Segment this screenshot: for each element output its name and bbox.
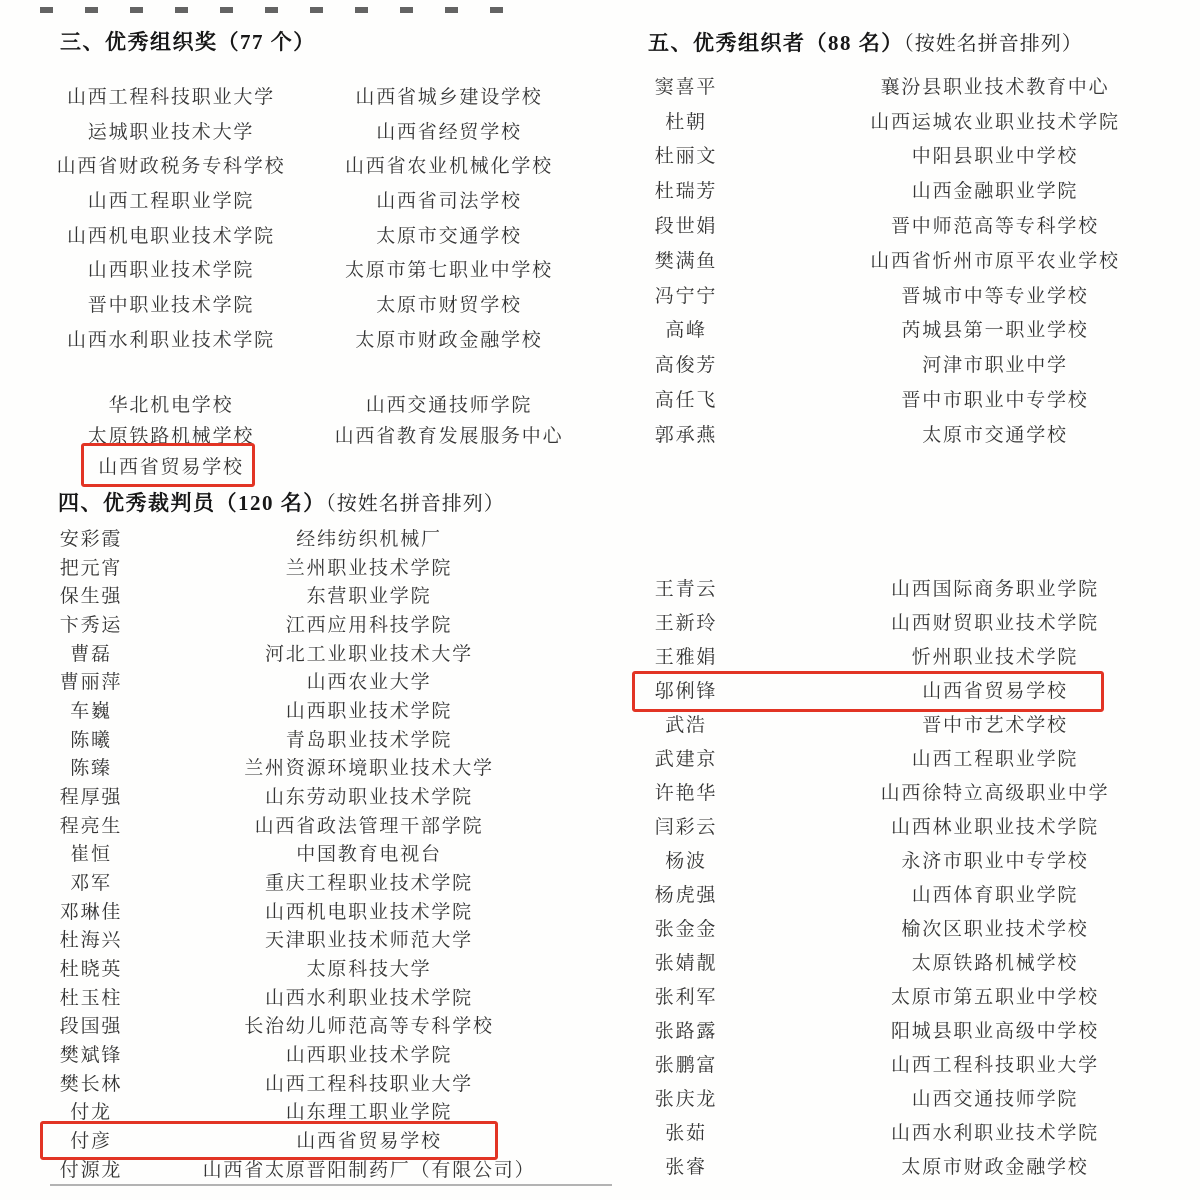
organizer-row bbox=[630, 876, 1190, 910]
org-award-row bbox=[30, 286, 586, 321]
person-name: 程亮生 bbox=[59, 815, 123, 837]
person-name: 杜瑞芳 bbox=[654, 181, 718, 203]
person-name: 杜海兴 bbox=[59, 930, 123, 952]
person-name: 杜玉柱 bbox=[59, 987, 123, 1009]
school-name: 太原市财政金融学校 bbox=[355, 329, 543, 351]
person-name: 杜朝 bbox=[665, 111, 707, 133]
referee-row bbox=[30, 724, 586, 753]
school-name: 太原市第七职业中学校 bbox=[344, 260, 553, 282]
person-name: 张庆龙 bbox=[654, 1089, 718, 1111]
organizer-row bbox=[630, 172, 1190, 207]
person-name: 陈臻 bbox=[70, 758, 112, 780]
referee-row bbox=[30, 1068, 586, 1097]
org-name: 山东劳动职业技术学院 bbox=[264, 786, 473, 808]
org-award-row bbox=[30, 113, 586, 148]
org-name: 太原市交通学校 bbox=[922, 424, 1068, 446]
org-name: 兰州资源环境职业技术大学 bbox=[244, 758, 494, 780]
org-name: 山西财贸职业技术学院 bbox=[890, 612, 1099, 634]
person-name: 张金金 bbox=[654, 918, 718, 940]
org-name: 河津市职业中学 bbox=[922, 355, 1068, 377]
org-name: 山西省贸易学校 bbox=[922, 680, 1068, 702]
person-name: 杜晓英 bbox=[59, 958, 123, 980]
org-name: 永济市职业中专学校 bbox=[901, 850, 1089, 872]
school-name: 山西工程科技职业大学 bbox=[66, 86, 275, 108]
person-name: 邬俐锋 bbox=[654, 680, 718, 702]
school-name: 山西省财政税务专科学校 bbox=[56, 156, 286, 178]
organizer-row bbox=[630, 1013, 1190, 1047]
highlight-box-organizer bbox=[632, 671, 1104, 712]
person-name: 安彩霞 bbox=[59, 528, 123, 550]
referee-row bbox=[30, 1039, 586, 1068]
org-name: 中国教育电视台 bbox=[296, 844, 442, 866]
person-name: 崔恒 bbox=[70, 844, 112, 866]
org-name: 山西省政法管理干部学院 bbox=[254, 815, 484, 837]
org-name: 山西工程科技职业大学 bbox=[264, 1073, 473, 1095]
organizer-row bbox=[630, 381, 1190, 416]
school-name: 太原市财贸学校 bbox=[376, 294, 522, 316]
referee-row bbox=[30, 609, 586, 638]
person-name: 张鹏富 bbox=[654, 1055, 718, 1077]
organizer-row bbox=[630, 740, 1190, 774]
referee-row bbox=[30, 810, 586, 839]
referee-row bbox=[30, 896, 586, 925]
organizer-row bbox=[630, 945, 1190, 979]
section-5-heading bbox=[648, 27, 1083, 57]
school-name: 运城职业技术大学 bbox=[87, 121, 255, 143]
org-name: 山西运城农业职业技术学院 bbox=[870, 111, 1120, 133]
org-name: 太原科技大学 bbox=[306, 958, 432, 980]
divider-line bbox=[50, 1184, 612, 1186]
person-name: 段国强 bbox=[59, 1016, 123, 1038]
person-name: 张利军 bbox=[654, 987, 718, 1009]
person-name: 付龙 bbox=[70, 1102, 112, 1124]
org-name: 山西职业技术学院 bbox=[285, 1044, 453, 1066]
org-name: 东营职业学院 bbox=[306, 586, 432, 608]
org-name: 晋中市艺术学校 bbox=[922, 714, 1068, 736]
org-award-row bbox=[30, 78, 586, 113]
school-name: 山西省贸易学校 bbox=[98, 457, 244, 478]
person-name: 程厚强 bbox=[59, 786, 123, 808]
org-name: 晋中师范高等专科学校 bbox=[890, 216, 1099, 238]
referee-row bbox=[30, 924, 586, 953]
section-4-title: 四、优秀裁判员（120 名） bbox=[58, 491, 326, 515]
school-name: 晋中职业技术学院 bbox=[87, 294, 255, 316]
person-name: 王青云 bbox=[654, 578, 718, 600]
person-name: 闫彩云 bbox=[654, 816, 718, 838]
org-name: 芮城县第一职业学校 bbox=[901, 320, 1089, 342]
org-name: 忻州职业技术学院 bbox=[911, 646, 1079, 668]
org-name: 山西体育职业学院 bbox=[911, 884, 1079, 906]
referee-row bbox=[30, 752, 586, 781]
org-name: 山西交通技师学院 bbox=[911, 1089, 1079, 1111]
org-name: 山西金融职业学院 bbox=[911, 181, 1079, 203]
person-name: 段世娟 bbox=[654, 216, 718, 238]
org-name: 太原市第五职业中学校 bbox=[890, 987, 1099, 1009]
person-name: 车巍 bbox=[70, 700, 112, 722]
person-name: 王新玲 bbox=[654, 612, 718, 634]
school-name: 山西水利职业技术学院 bbox=[66, 329, 275, 351]
school-name: 太原市交通学校 bbox=[376, 225, 522, 247]
school-name: 华北机电学校 bbox=[108, 395, 234, 416]
org-name: 山西水利职业技术学院 bbox=[890, 1123, 1099, 1145]
school-name: 山西交通技师学院 bbox=[365, 395, 533, 416]
school-name: 山西省经贸学校 bbox=[376, 121, 522, 143]
person-name: 付源龙 bbox=[59, 1159, 123, 1181]
person-name: 杜丽文 bbox=[654, 146, 718, 168]
highlight-box-referee bbox=[40, 1121, 498, 1160]
school-name: 山西省司法学校 bbox=[376, 190, 522, 212]
organizer-row bbox=[630, 416, 1190, 451]
referee-row bbox=[30, 580, 586, 609]
person-name: 武浩 bbox=[665, 714, 707, 736]
referee-row bbox=[30, 838, 586, 867]
person-name: 张婧靓 bbox=[654, 953, 718, 975]
org-award-row bbox=[30, 182, 586, 217]
person-name: 付彦 bbox=[70, 1130, 112, 1152]
organizer-row bbox=[630, 604, 1190, 638]
section-3-title: 三、优秀组织奖（77 个） bbox=[60, 30, 316, 54]
org-name: 青岛职业技术学院 bbox=[285, 729, 453, 751]
organizer-row bbox=[630, 842, 1190, 876]
section-5-subtitle: （按姓名拼音排列） bbox=[903, 33, 1083, 55]
organizer-row bbox=[630, 207, 1190, 242]
organizer-row bbox=[630, 242, 1190, 277]
person-name: 邓琳佳 bbox=[59, 901, 123, 923]
referee-row bbox=[30, 695, 586, 724]
school-name: 山西省农业机械化学校 bbox=[344, 156, 553, 178]
person-name: 樊长林 bbox=[59, 1073, 123, 1095]
school-name: 山西机电职业技术学院 bbox=[66, 225, 275, 247]
org-name: 山东理工职业学院 bbox=[285, 1102, 453, 1124]
org-name: 长治幼儿师范高等专科学校 bbox=[244, 1016, 494, 1038]
org-name: 山西职业技术学院 bbox=[285, 700, 453, 722]
highlight-box-org-award bbox=[81, 443, 255, 487]
person-name: 张茹 bbox=[665, 1123, 707, 1145]
person-name: 樊满鱼 bbox=[654, 250, 718, 272]
organizer-list-group-1 bbox=[630, 68, 1190, 451]
org-name: 天津职业技术师范大学 bbox=[264, 930, 473, 952]
person-name: 郭承燕 bbox=[654, 424, 718, 446]
org-award-row bbox=[30, 217, 586, 252]
org-name: 山西水利职业技术学院 bbox=[264, 987, 473, 1009]
referee-row bbox=[30, 666, 586, 695]
person-name: 许艳华 bbox=[654, 782, 718, 804]
org-name: 兰州职业技术学院 bbox=[285, 557, 453, 579]
org-name: 晋城市中等专业学校 bbox=[901, 285, 1089, 307]
org-name: 山西农业大学 bbox=[306, 672, 432, 694]
school-name: 山西省教育发展服务中心 bbox=[334, 426, 564, 447]
section-4-subtitle: （按姓名拼音排列） bbox=[325, 493, 505, 515]
person-name: 保生强 bbox=[59, 586, 123, 608]
org-name: 山西林业职业技术学院 bbox=[890, 816, 1099, 838]
person-name: 曹丽萍 bbox=[59, 672, 123, 694]
organizer-row bbox=[630, 277, 1190, 312]
person-name: 杨虎强 bbox=[654, 884, 718, 906]
org-award-row bbox=[30, 147, 586, 182]
organizer-row bbox=[630, 570, 1190, 604]
organizer-row bbox=[630, 68, 1190, 103]
organizer-row bbox=[630, 1149, 1190, 1183]
person-name: 曹磊 bbox=[70, 643, 112, 665]
org-name: 山西机电职业技术学院 bbox=[264, 901, 473, 923]
organizer-row bbox=[630, 774, 1190, 808]
org-name: 山西省忻州市原平农业学校 bbox=[870, 250, 1120, 272]
person-name: 武建京 bbox=[654, 748, 718, 770]
person-name: 杨波 bbox=[665, 850, 707, 872]
person-name: 窦喜平 bbox=[654, 76, 718, 98]
referee-row bbox=[30, 638, 586, 667]
referee-row bbox=[30, 1010, 586, 1039]
person-name: 陈曦 bbox=[70, 729, 112, 751]
right-column bbox=[630, 0, 1190, 1200]
organizer-row bbox=[630, 1115, 1190, 1149]
org-name: 江西应用科技学院 bbox=[285, 614, 453, 636]
left-column bbox=[30, 0, 586, 1200]
org-award-row bbox=[30, 388, 586, 419]
referee-row bbox=[30, 982, 586, 1011]
org-name: 太原铁路机械学校 bbox=[911, 953, 1079, 975]
person-name: 高任飞 bbox=[654, 390, 718, 412]
person-name: 卞秀运 bbox=[59, 614, 123, 636]
school-name: 山西省城乡建设学校 bbox=[355, 86, 543, 108]
org-name: 山西省太原晋阳制药厂（有限公司） bbox=[202, 1159, 536, 1181]
referee-row bbox=[30, 781, 586, 810]
organizer-row bbox=[630, 312, 1190, 347]
org-name: 经纬纺织机械厂 bbox=[296, 528, 442, 550]
school-name: 太原铁路机械学校 bbox=[87, 426, 255, 447]
org-name: 榆次区职业技术学校 bbox=[901, 918, 1089, 940]
referee-list bbox=[30, 523, 586, 1182]
person-name: 冯宁宁 bbox=[654, 285, 718, 307]
organizer-row bbox=[630, 138, 1190, 173]
org-name: 山西工程职业学院 bbox=[911, 748, 1079, 770]
org-award-row bbox=[30, 251, 586, 286]
person-name: 樊斌锋 bbox=[59, 1044, 123, 1066]
school-name: 山西工程职业学院 bbox=[87, 190, 255, 212]
person-name: 高峰 bbox=[665, 320, 707, 342]
org-name: 山西工程科技职业大学 bbox=[890, 1055, 1099, 1077]
org-name: 中阳县职业中学校 bbox=[911, 146, 1079, 168]
organizer-row bbox=[630, 1081, 1190, 1115]
org-name: 山西省贸易学校 bbox=[296, 1130, 442, 1152]
organizer-row bbox=[630, 103, 1190, 138]
org-name: 襄汾县职业技术教育中心 bbox=[880, 76, 1110, 98]
person-name: 王雅娟 bbox=[654, 646, 718, 668]
organizer-row bbox=[630, 638, 1190, 672]
section-4-heading bbox=[58, 487, 505, 517]
org-name: 阳城县职业高级中学校 bbox=[890, 1021, 1099, 1043]
org-name: 重庆工程职业技术学院 bbox=[264, 872, 473, 894]
person-name: 张路露 bbox=[654, 1021, 718, 1043]
section-3-heading bbox=[60, 26, 316, 56]
person-name: 把元宵 bbox=[59, 557, 123, 579]
organizer-row bbox=[630, 979, 1190, 1013]
person-name: 高俊芳 bbox=[654, 355, 718, 377]
school-name: 山西职业技术学院 bbox=[87, 260, 255, 282]
organizer-list-group-2 bbox=[630, 570, 1190, 1183]
section-5-title: 五、优秀组织者（88 名） bbox=[648, 31, 904, 55]
org-award-list-group-1 bbox=[30, 78, 586, 356]
org-award-row bbox=[30, 321, 586, 356]
referee-row bbox=[30, 953, 586, 982]
org-name: 山西徐特立高级职业中学 bbox=[880, 782, 1110, 804]
organizer-row bbox=[630, 346, 1190, 381]
referee-row bbox=[30, 867, 586, 896]
organizer-row bbox=[630, 1047, 1190, 1081]
person-name: 张睿 bbox=[665, 1157, 707, 1179]
referee-row bbox=[30, 523, 586, 552]
organizer-row bbox=[630, 808, 1190, 842]
referee-row bbox=[30, 552, 586, 581]
org-name: 河北工业职业技术大学 bbox=[264, 643, 473, 665]
person-name: 邓军 bbox=[70, 872, 112, 894]
org-name: 太原市财政金融学校 bbox=[901, 1157, 1089, 1179]
org-name: 晋中市职业中专学校 bbox=[901, 390, 1089, 412]
organizer-row bbox=[630, 910, 1190, 944]
org-name: 山西国际商务职业学院 bbox=[890, 578, 1099, 600]
